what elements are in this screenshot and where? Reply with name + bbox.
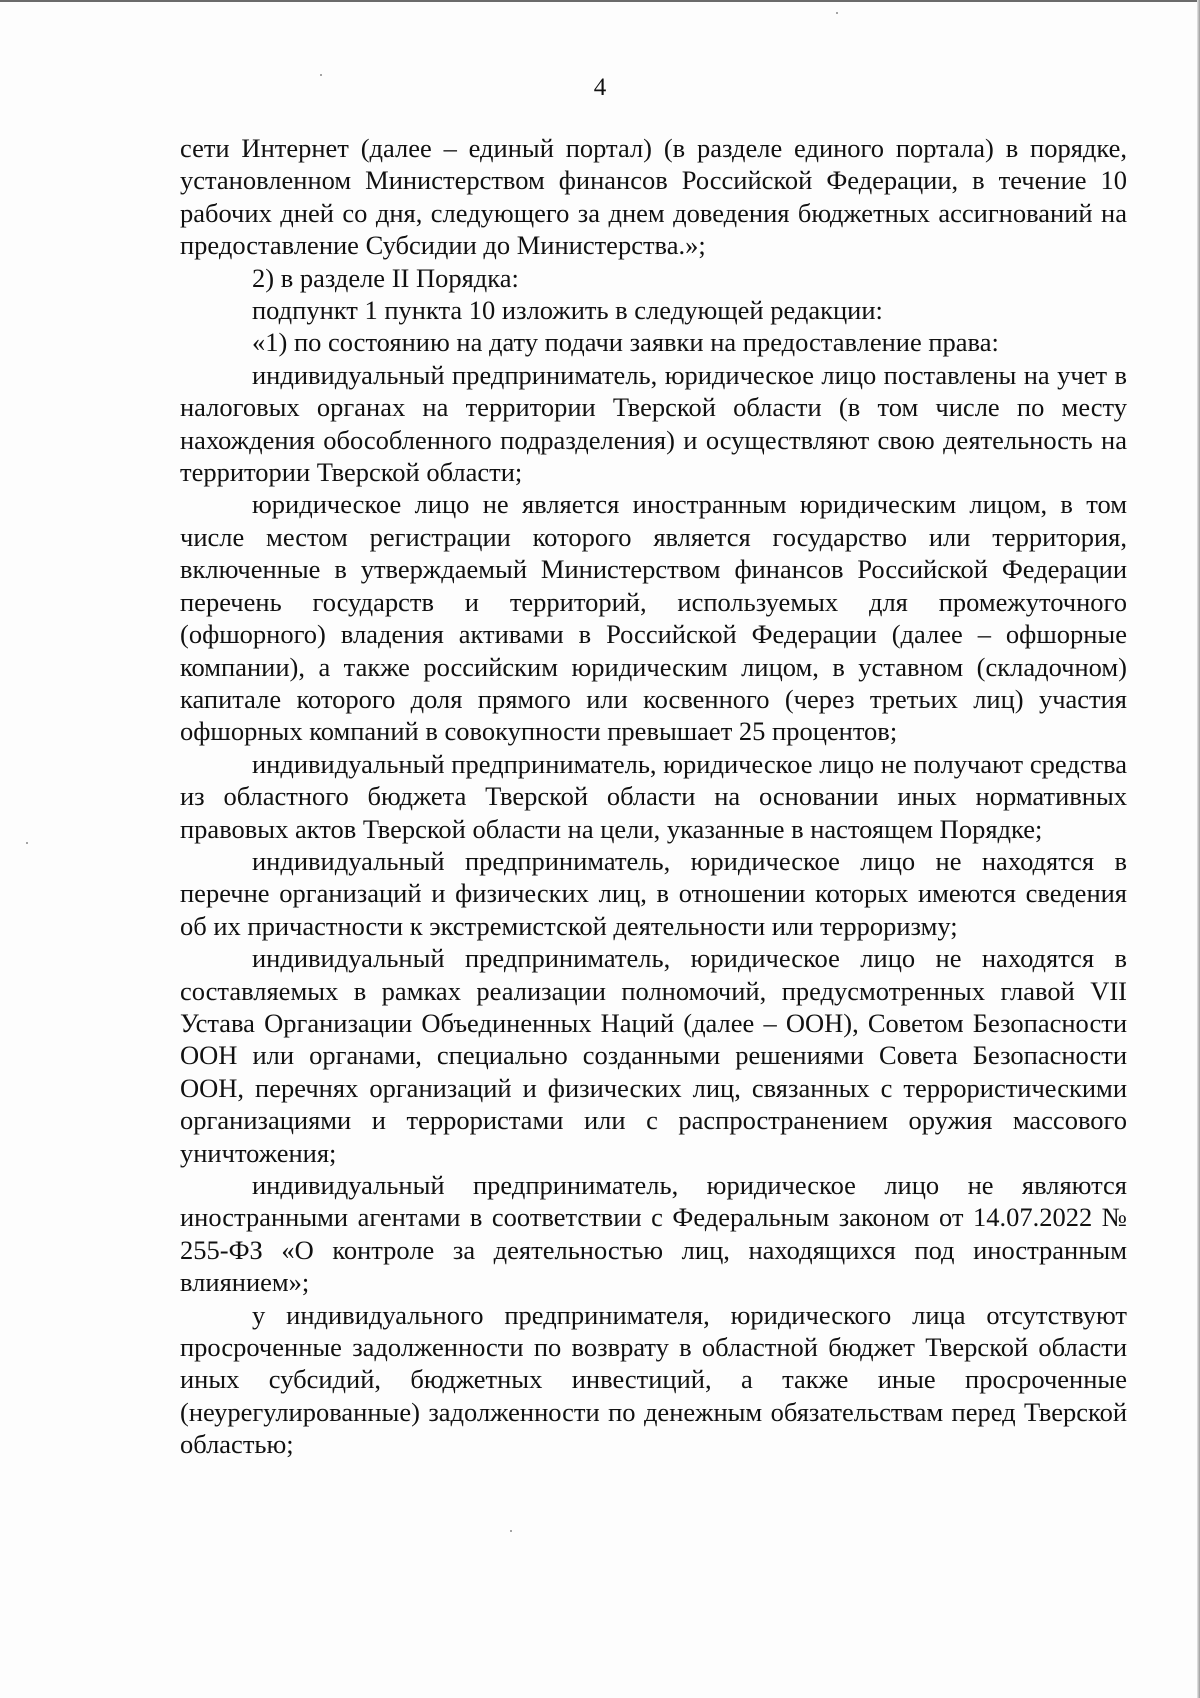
body-paragraph-offshore: юридическое лицо не является иностранным юридическим лицом, в том числе местом регистрации которого является государство или территория, включенные в утверждаемый Министерством финансов Российской Федерации перечень государств и территорий, используемых для промежуточного (офшорного) владения активами в Российской Федерации (далее – офшорные компании), а также российским юридическим лицом, в уставном (складочном) капитале которого доля прямого или косвенного (через третьих лиц) участия офшорных компаний в совокупности превышает 25 процентов; — [180, 489, 1127, 747]
body-paragraph-subitem-amendment: подпункт 1 пункта 10 изложить в следующей редакции: — [252, 295, 883, 326]
body-paragraph-foreign-agents: индивидуальный предприниматель, юридическое лицо не являются иностранными агентами в соответствии с Федеральным законом от 14.07.2022 № 255-ФЗ «О контроле за деятельностью лиц, находящихся под иностранным влиянием»; — [180, 1170, 1127, 1298]
body-paragraph-debts: у индивидуального предпринимателя, юридического лица отсутствуют просроченные задолженности по возврату в областной бюджет Тверской области иных субсидий, бюджетных инвестиций, а также иные просроченные (неурегулированные) задолженности по денежным обязательствам перед Тверской областью; — [180, 1299, 1127, 1460]
body-paragraph-extremism-list: индивидуальный предприниматель, юридическое лицо не находятся в перечне организаций и физических лиц, в отношении которых имеются сведения об их причастности к экстремистской деятельности или терроризму; — [180, 845, 1127, 941]
scan-speck — [836, 12, 838, 14]
body-paragraph-tax-registration: индивидуальный предприниматель, юридическое лицо поставлены на учет в налоговых органах на территории Тверской области (в том числе по месту нахождения обособленного подразделения) и осуществляют свою деятельность на территории Тверской области; — [180, 359, 1127, 488]
page-number: 4 — [593, 74, 607, 101]
body-paragraph-no-other-funds: индивидуальный предприниматель, юридическое лицо не получают средства из областного бюджета Тверской области на основании иных нормативных правовых актов Тверской области на цели, указанные в настоящем Порядке; — [180, 748, 1127, 844]
body-paragraph-section-amendment: 2) в разделе II Порядка: — [252, 262, 519, 293]
scan-speck — [26, 842, 28, 844]
scan-top-edge — [0, 0, 1200, 2]
document-body — [180, 132, 1127, 1461]
body-paragraph-un-lists: индивидуальный предприниматель, юридическое лицо не находятся в составляемых в рамках реализации полномочий, предусмотренных главой VII Устава Организации Объединенных Наций (далее – ООН), Советом Безопасности ООН или органами, специально созданными решениями Совета Безопасности ООН, перечнях организаций и физических лиц, связанных с террористическими организациями и террористами или с распространением оружия массового уничтожения; — [180, 943, 1127, 1168]
body-paragraph-continuation: сети Интернет (далее – единый портал) (в разделе единого портала) в порядке, установленном Министерством финансов Российской Федерации, в течение 10 рабочих дней со дня, следующего за днем доведения бюджетных ассигнований на предоставление Субсидии до Министерства.»; — [180, 133, 1127, 261]
body-paragraph-condition-intro: «1) по состоянию на дату подачи заявки на предоставление права: — [252, 327, 999, 358]
scan-speck — [510, 1530, 512, 1532]
